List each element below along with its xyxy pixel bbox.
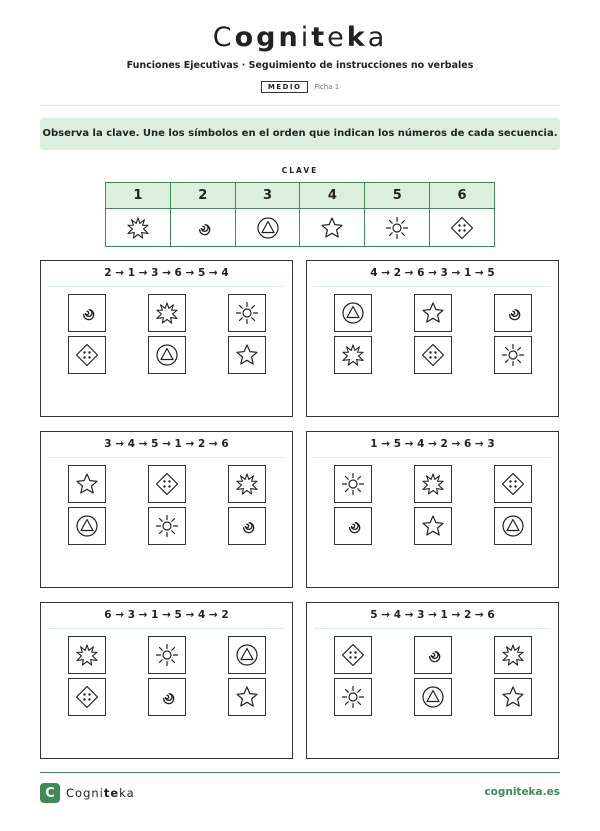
symbol-box[interactable] (494, 507, 532, 545)
swirl-icon (157, 687, 177, 707)
star-icon (501, 685, 525, 709)
meta-row (0, 81, 600, 93)
sequence-label: 3 → 4 → 5 → 1 → 2 → 6 (104, 438, 229, 450)
panel-divider (48, 457, 285, 458)
panel-divider (314, 457, 551, 458)
exercise-panel (40, 431, 293, 588)
symbol-box[interactable] (334, 678, 372, 716)
circle-triangle-icon (236, 216, 300, 240)
footer-logo-mark: C (40, 783, 60, 803)
symbol-box[interactable] (414, 465, 452, 503)
key-label: CLAVE (281, 166, 319, 175)
circle-triangle-icon (421, 685, 445, 709)
level-badge: MEDIO (261, 81, 309, 93)
sequence-label: 1 → 5 → 4 → 2 → 6 → 3 (370, 438, 495, 450)
sheet-label: Ficha 1 (314, 83, 340, 91)
key-symbol-cell (430, 209, 495, 247)
star-icon (300, 216, 364, 240)
symbol-box[interactable] (414, 336, 452, 374)
sequence-label: 4 → 2 → 6 → 3 → 1 → 5 (370, 267, 495, 279)
symbol-box[interactable] (228, 507, 266, 545)
symbol-box[interactable] (228, 294, 266, 332)
star-icon (235, 343, 259, 367)
key-symbol-cell (300, 209, 365, 247)
panel-divider (314, 628, 551, 629)
panel-divider (314, 286, 551, 287)
star-icon (421, 514, 445, 538)
swirl-icon (77, 303, 97, 323)
burst-icon (106, 217, 170, 239)
symbol-box[interactable] (68, 507, 106, 545)
page-subtitle: Funciones Ejecutivas · Seguimiento de instrucciones no verbales (126, 60, 474, 71)
symbol-box[interactable] (334, 507, 372, 545)
symbol-box[interactable] (334, 294, 372, 332)
symbol-box[interactable] (228, 336, 266, 374)
diamond-dots-icon (421, 343, 445, 367)
swirl-icon (171, 218, 235, 238)
exercise-panel (40, 602, 293, 759)
symbol-box[interactable] (494, 294, 532, 332)
symbol-box[interactable] (414, 678, 452, 716)
panel-divider (48, 286, 285, 287)
symbol-box[interactable] (148, 636, 186, 674)
star-icon (235, 685, 259, 709)
symbol-box[interactable] (68, 294, 106, 332)
key-number: 4 (300, 183, 365, 209)
swirl-icon (237, 516, 257, 536)
circle-triangle-icon (235, 643, 259, 667)
burst-icon (502, 644, 524, 666)
sun-icon (155, 643, 179, 667)
diamond-dots-icon (341, 643, 365, 667)
brand-logo: Cogniteka (212, 22, 388, 53)
burst-icon (76, 644, 98, 666)
key-number: 3 (235, 183, 300, 209)
key-symbol-cell (235, 209, 300, 247)
symbol-box[interactable] (68, 465, 106, 503)
key-symbol-cell (106, 209, 171, 247)
exercise-panel (306, 260, 559, 417)
sun-icon (365, 216, 429, 240)
key-number: 5 (365, 183, 430, 209)
burst-icon (422, 473, 444, 495)
sequence-label: 2 → 1 → 3 → 6 → 5 → 4 (104, 267, 229, 279)
symbol-box[interactable] (414, 636, 452, 674)
key-table (105, 182, 495, 247)
key-symbol-cell (365, 209, 430, 247)
symbol-box[interactable] (414, 507, 452, 545)
circle-triangle-icon (341, 301, 365, 325)
panel-divider (48, 628, 285, 629)
instruction-banner: Observa la clave. Une los símbolos en el orden que indican los números de cada secuencia. (40, 118, 560, 150)
symbol-box[interactable] (68, 636, 106, 674)
symbol-box[interactable] (228, 678, 266, 716)
footer-brand: Cogniteka (66, 786, 135, 800)
symbol-box[interactable] (68, 678, 106, 716)
exercise-panel (306, 431, 559, 588)
star-icon (75, 472, 99, 496)
diamond-dots-icon (430, 216, 494, 240)
sun-icon (341, 472, 365, 496)
symbol-box[interactable] (494, 465, 532, 503)
circle-triangle-icon (501, 514, 525, 538)
circle-triangle-icon (75, 514, 99, 538)
exercise-panel (306, 602, 559, 759)
sun-icon (235, 301, 259, 325)
symbol-box[interactable] (148, 465, 186, 503)
symbol-box[interactable] (334, 465, 372, 503)
diamond-dots-icon (75, 343, 99, 367)
swirl-icon (503, 303, 523, 323)
swirl-icon (423, 645, 443, 665)
burst-icon (156, 302, 178, 324)
sun-icon (155, 514, 179, 538)
swirl-icon (343, 516, 363, 536)
divider (40, 105, 560, 106)
symbol-box[interactable] (228, 636, 266, 674)
symbol-box[interactable] (334, 636, 372, 674)
sequence-label: 5 → 4 → 3 → 1 → 2 → 6 (370, 609, 495, 621)
burst-icon (342, 344, 364, 366)
symbol-box[interactable] (68, 336, 106, 374)
symbol-box[interactable] (148, 336, 186, 374)
symbol-box[interactable] (334, 336, 372, 374)
footer-url[interactable]: cogniteka.es (484, 786, 560, 798)
star-icon (421, 301, 445, 325)
sun-icon (341, 685, 365, 709)
circle-triangle-icon (155, 343, 179, 367)
diamond-dots-icon (75, 685, 99, 709)
footer-divider (40, 772, 560, 773)
key-symbol-cell (170, 209, 235, 247)
diamond-dots-icon (155, 472, 179, 496)
symbol-box[interactable] (494, 636, 532, 674)
key-number: 2 (170, 183, 235, 209)
sun-icon (501, 343, 525, 367)
key-number: 6 (430, 183, 495, 209)
symbol-box[interactable] (148, 507, 186, 545)
symbol-box[interactable] (494, 678, 532, 716)
burst-icon (236, 473, 258, 495)
symbol-box[interactable] (414, 294, 452, 332)
symbol-box[interactable] (148, 678, 186, 716)
symbol-box[interactable] (494, 336, 532, 374)
symbol-box[interactable] (148, 294, 186, 332)
key-number: 1 (106, 183, 171, 209)
exercise-panel (40, 260, 293, 417)
symbol-box[interactable] (228, 465, 266, 503)
diamond-dots-icon (501, 472, 525, 496)
sequence-label: 6 → 3 → 1 → 5 → 4 → 2 (104, 609, 229, 621)
